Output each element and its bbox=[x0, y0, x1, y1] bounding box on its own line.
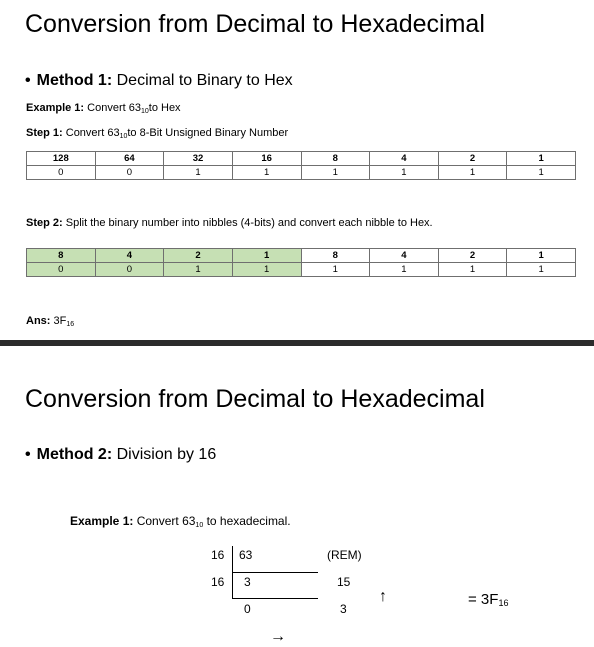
step1-pre: Convert 63 bbox=[65, 127, 120, 139]
slide-title: Conversion from Decimal to Hexadecimal bbox=[25, 385, 485, 413]
table-cell: 4 bbox=[370, 249, 439, 263]
table-cell: 1 bbox=[232, 166, 301, 180]
nibble-cell: 8 bbox=[27, 249, 96, 263]
table-cell: 16 bbox=[232, 152, 301, 166]
binary-table-1 bbox=[26, 151, 576, 180]
quotient-1: 3 bbox=[244, 575, 251, 589]
remainder-1: 15 bbox=[337, 575, 351, 589]
table-cell: 2 bbox=[438, 249, 507, 263]
table-cell: 1 bbox=[301, 166, 370, 180]
example-pre: Convert 63 bbox=[87, 102, 141, 114]
nibble-cell: 2 bbox=[164, 249, 233, 263]
table-row bbox=[27, 263, 576, 277]
dividend-1: 63 bbox=[239, 548, 253, 562]
table-cell: 1 bbox=[507, 263, 576, 277]
result bbox=[468, 591, 508, 608]
method-text: Division by 16 bbox=[116, 446, 217, 463]
step2-label: Step 2: bbox=[26, 217, 63, 229]
step1-post: to 8-Bit Unsigned Binary Number bbox=[127, 127, 289, 139]
answer-main: 3F bbox=[53, 315, 67, 327]
method-text: Decimal to Binary to Hex bbox=[116, 72, 293, 89]
table-row bbox=[27, 166, 576, 180]
slide-divider bbox=[0, 340, 594, 346]
slide-method-2 bbox=[0, 347, 594, 647]
table-cell: 0 bbox=[95, 166, 164, 180]
example-line bbox=[70, 514, 291, 529]
rem-header: (REM) bbox=[327, 548, 362, 562]
table-cell: 1 bbox=[370, 263, 439, 277]
table-header-row bbox=[27, 249, 576, 263]
step1-line bbox=[26, 127, 288, 140]
binary-table-2 bbox=[26, 248, 576, 277]
result-sub: 16 bbox=[498, 598, 509, 608]
result-main: = 3F bbox=[468, 591, 499, 608]
table-cell: 1 bbox=[438, 166, 507, 180]
step2-text: Split the binary number into nibbles (4-bits) and convert each nibble to Hex. bbox=[65, 217, 433, 229]
up-arrow-icon: ↑ bbox=[379, 588, 387, 605]
table-cell: 32 bbox=[164, 152, 233, 166]
table-header-row bbox=[27, 152, 576, 166]
table-cell: 8 bbox=[301, 152, 370, 166]
answer-sub: 16 bbox=[66, 321, 75, 328]
table-cell: 64 bbox=[95, 152, 164, 166]
example-sub: 10 bbox=[140, 108, 149, 115]
table-cell: 1 bbox=[507, 166, 576, 180]
table-cell: 1 bbox=[370, 166, 439, 180]
method-label: Method 1: bbox=[36, 72, 113, 89]
table-cell: 0 bbox=[27, 166, 96, 180]
method-heading bbox=[25, 446, 216, 464]
nibble-cell: 4 bbox=[95, 249, 164, 263]
example-sub: 10 bbox=[195, 522, 204, 529]
table-cell: 1 bbox=[438, 263, 507, 277]
method-label: Method 2: bbox=[36, 446, 113, 463]
step1-label: Step 1: bbox=[26, 127, 63, 139]
table-cell: 4 bbox=[370, 152, 439, 166]
nibble-cell: 1 bbox=[232, 263, 301, 277]
method-heading bbox=[25, 72, 293, 90]
example-pre: Convert 63 bbox=[136, 514, 196, 528]
table-cell: 1 bbox=[507, 152, 576, 166]
table-cell: 128 bbox=[27, 152, 96, 166]
table-cell: 8 bbox=[301, 249, 370, 263]
step2-line bbox=[26, 217, 433, 229]
table-cell: 1 bbox=[507, 249, 576, 263]
example-line bbox=[26, 102, 181, 115]
example-post: to Hex bbox=[148, 102, 181, 114]
table-cell: 2 bbox=[438, 152, 507, 166]
answer-line bbox=[26, 315, 74, 328]
nibble-cell: 0 bbox=[95, 263, 164, 277]
example-post: to hexadecimal. bbox=[206, 514, 291, 528]
quotient-2: 0 bbox=[244, 602, 251, 616]
nibble-cell: 1 bbox=[164, 263, 233, 277]
divisor-2: 16 bbox=[211, 575, 225, 589]
right-arrow-icon: → bbox=[270, 628, 286, 645]
division-bracket-line-1 bbox=[232, 572, 318, 573]
slide-title: Conversion from Decimal to Hexadecimal bbox=[25, 10, 485, 38]
bullet-icon: • bbox=[25, 446, 31, 463]
remainder-2: 3 bbox=[340, 602, 347, 616]
table-cell: 1 bbox=[164, 166, 233, 180]
nibble-cell: 1 bbox=[232, 249, 301, 263]
bullet-icon: • bbox=[25, 72, 31, 89]
step1-sub: 10 bbox=[119, 133, 128, 140]
answer-label: Ans: bbox=[26, 315, 51, 327]
table-cell: 1 bbox=[301, 263, 370, 277]
division-bracket-line-2 bbox=[232, 598, 318, 599]
divisor-1: 16 bbox=[211, 548, 225, 562]
example-label: Example 1: bbox=[70, 514, 134, 528]
example-label: Example 1: bbox=[26, 102, 85, 114]
nibble-cell: 0 bbox=[27, 263, 96, 277]
